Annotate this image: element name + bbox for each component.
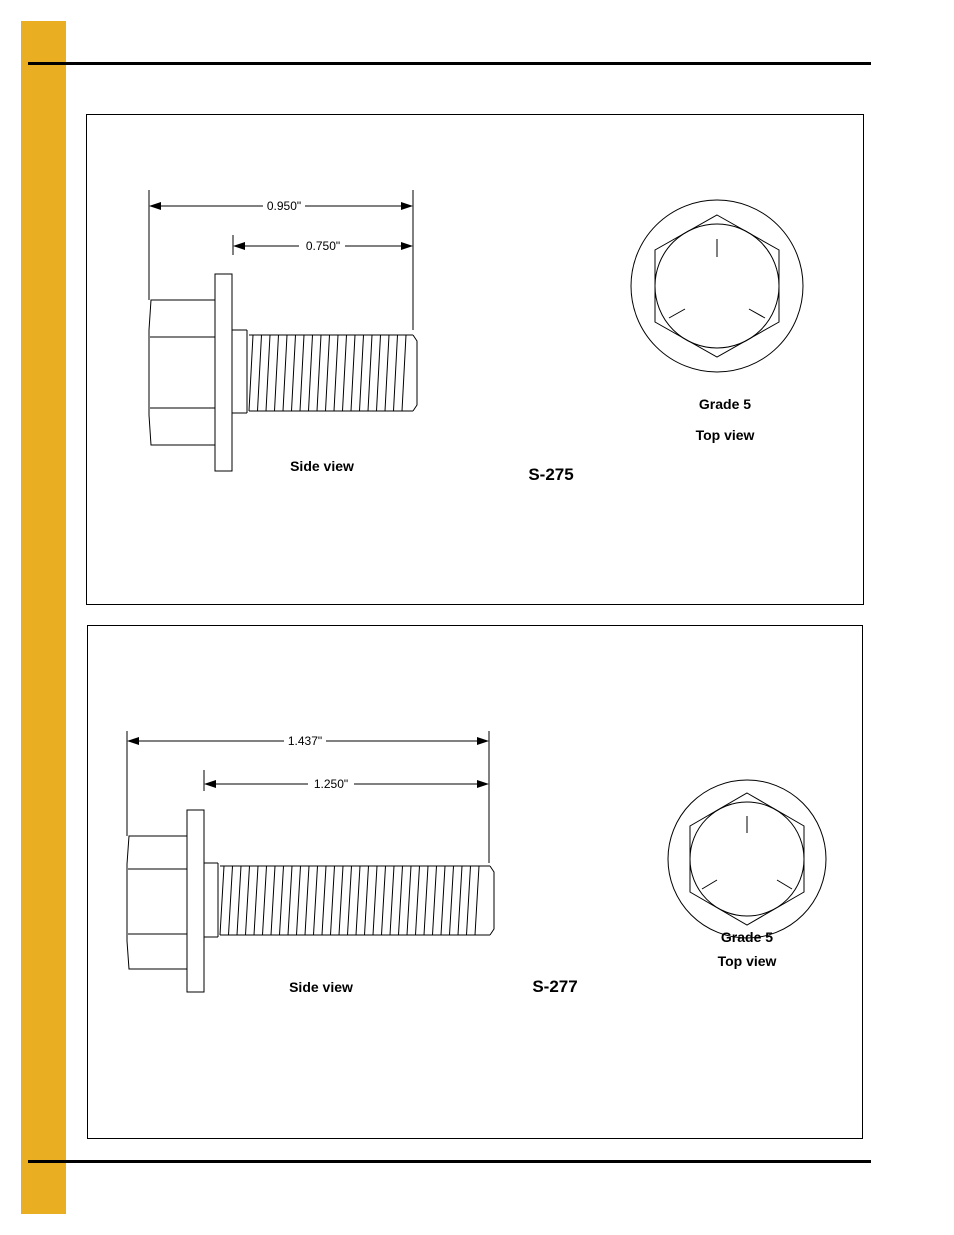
overall-length-label: 1.437"	[287, 734, 323, 748]
side-view-label: Side view	[290, 458, 354, 474]
thread-length-label: 1.250"	[313, 777, 349, 791]
bottom-rule	[28, 1160, 871, 1163]
thread-length-label: 0.750"	[305, 239, 341, 253]
bolt-figure-s275	[86, 114, 864, 605]
grade-label: Grade 5	[698, 396, 752, 412]
top-rule	[28, 62, 871, 65]
sidebar-tab	[21, 21, 66, 1214]
bolt-figure-s277	[87, 625, 863, 1139]
side-view-label: Side view	[289, 979, 353, 995]
grade-label: Grade 5	[720, 929, 774, 945]
part-code: S-275	[528, 465, 574, 484]
overall-length-label: 0.950"	[266, 199, 302, 213]
top-view-label: Top view	[695, 427, 755, 443]
top-view-label: Top view	[717, 953, 777, 969]
part-code: S-277	[532, 977, 578, 996]
